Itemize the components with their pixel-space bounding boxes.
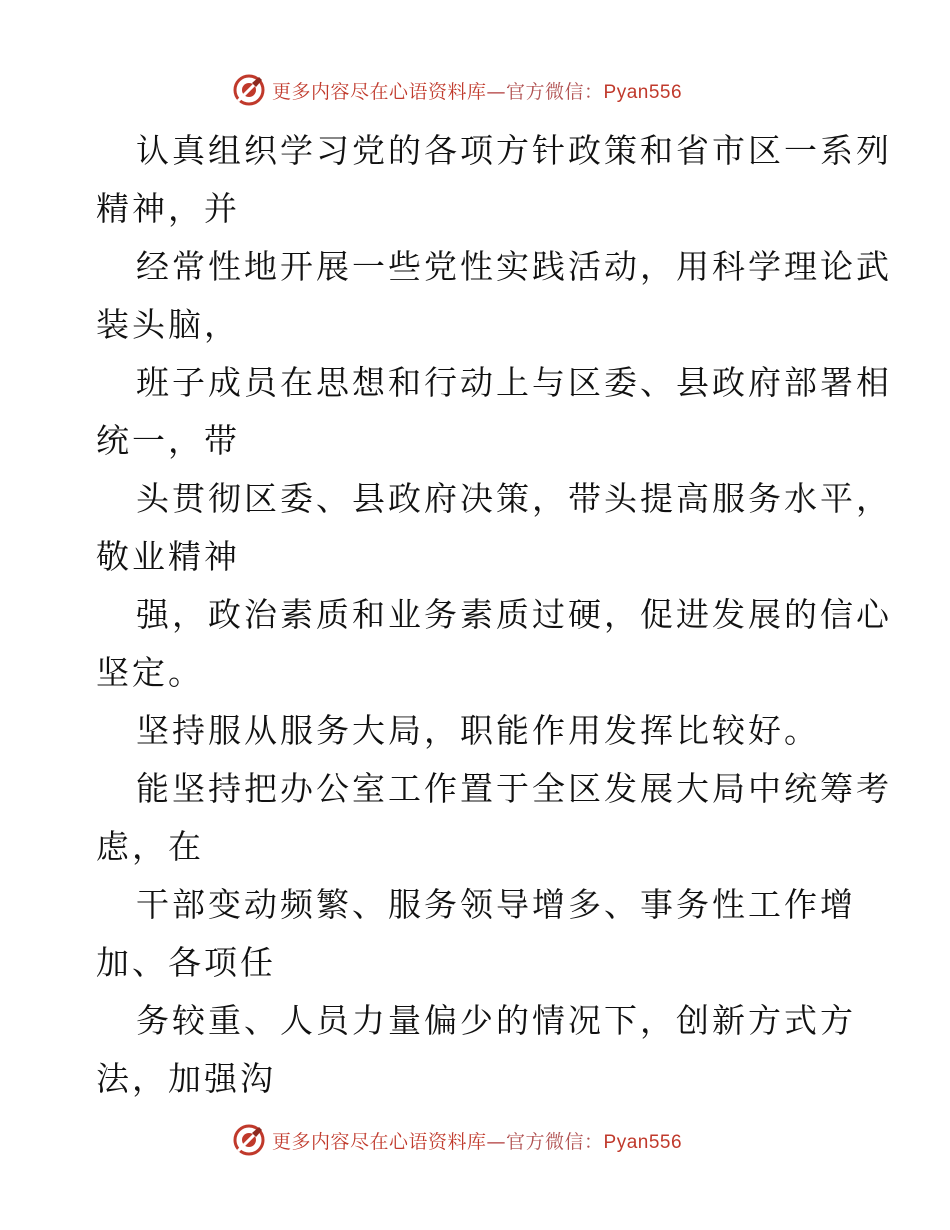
paragraph-1 <box>96 122 892 238</box>
paragraph-4 <box>96 470 892 586</box>
paragraph-3 <box>96 354 892 470</box>
paragraph-line: 头贯彻区委、县政府决策，带头提高服务水平， <box>136 479 892 518</box>
paragraph-5 <box>96 586 892 702</box>
paragraph-continuation: 虑，在 <box>96 827 204 866</box>
paragraph-7 <box>96 760 892 876</box>
banner-wechat-id: Pyan556 <box>603 1131 683 1153</box>
banner-separator: — <box>486 80 507 103</box>
footer-banner <box>232 1120 752 1160</box>
paragraph-line: 经常性地开展一些党性实践活动，用科学理论武 <box>136 247 892 286</box>
banner-brand: 更多内容尽在心语资料库 <box>272 1130 487 1153</box>
paragraph-continuation: 精神，并 <box>96 189 240 228</box>
paragraph-line: 班子成员在思想和行动上与区委、县政府部署相 <box>136 363 892 402</box>
paragraph-continuation: 装头脑， <box>96 305 240 344</box>
paragraph-continuation: 加、各项任 <box>96 943 276 982</box>
brand-logo-icon <box>232 1123 266 1157</box>
paragraph-continuation: 统一，带 <box>96 421 240 460</box>
banner-separator: — <box>486 1130 507 1153</box>
banner-official-label: 官方微信： <box>506 1130 604 1153</box>
paragraph-continuation: 敬业精神 <box>96 537 240 576</box>
document-body <box>96 122 892 1108</box>
brand-logo-icon <box>232 73 266 107</box>
banner-wechat-id: Pyan556 <box>603 81 683 103</box>
paragraph-line: 务较重、人员力量偏少的情况下，创新方式方 <box>136 1001 856 1040</box>
banner-text <box>272 77 682 104</box>
paragraph-line: 强，政治素质和业务素质过硬，促进发展的信心 <box>136 595 892 634</box>
header-banner <box>232 70 752 110</box>
paragraph-2 <box>96 238 892 354</box>
paragraph-9 <box>96 992 856 1108</box>
paragraph-line: 能坚持把办公室工作置于全区发展大局中统筹考 <box>136 769 892 808</box>
paragraph-6 <box>96 702 856 760</box>
paragraph-8 <box>96 876 856 992</box>
banner-brand: 更多内容尽在心语资料库 <box>272 80 487 103</box>
banner-text <box>272 1127 682 1154</box>
banner-official-label: 官方微信： <box>506 80 604 103</box>
paragraph-line: 认真组织学习党的各项方针政策和省市区一系列 <box>136 131 892 170</box>
paragraph-line: 干部变动频繁、服务领导增多、事务性工作增 <box>136 885 856 924</box>
paragraph-continuation: 法，加强沟 <box>96 1059 276 1098</box>
paragraph-line: 坚持服从服务大局，职能作用发挥比较好。 <box>136 711 820 750</box>
paragraph-continuation: 坚定。 <box>96 653 204 692</box>
